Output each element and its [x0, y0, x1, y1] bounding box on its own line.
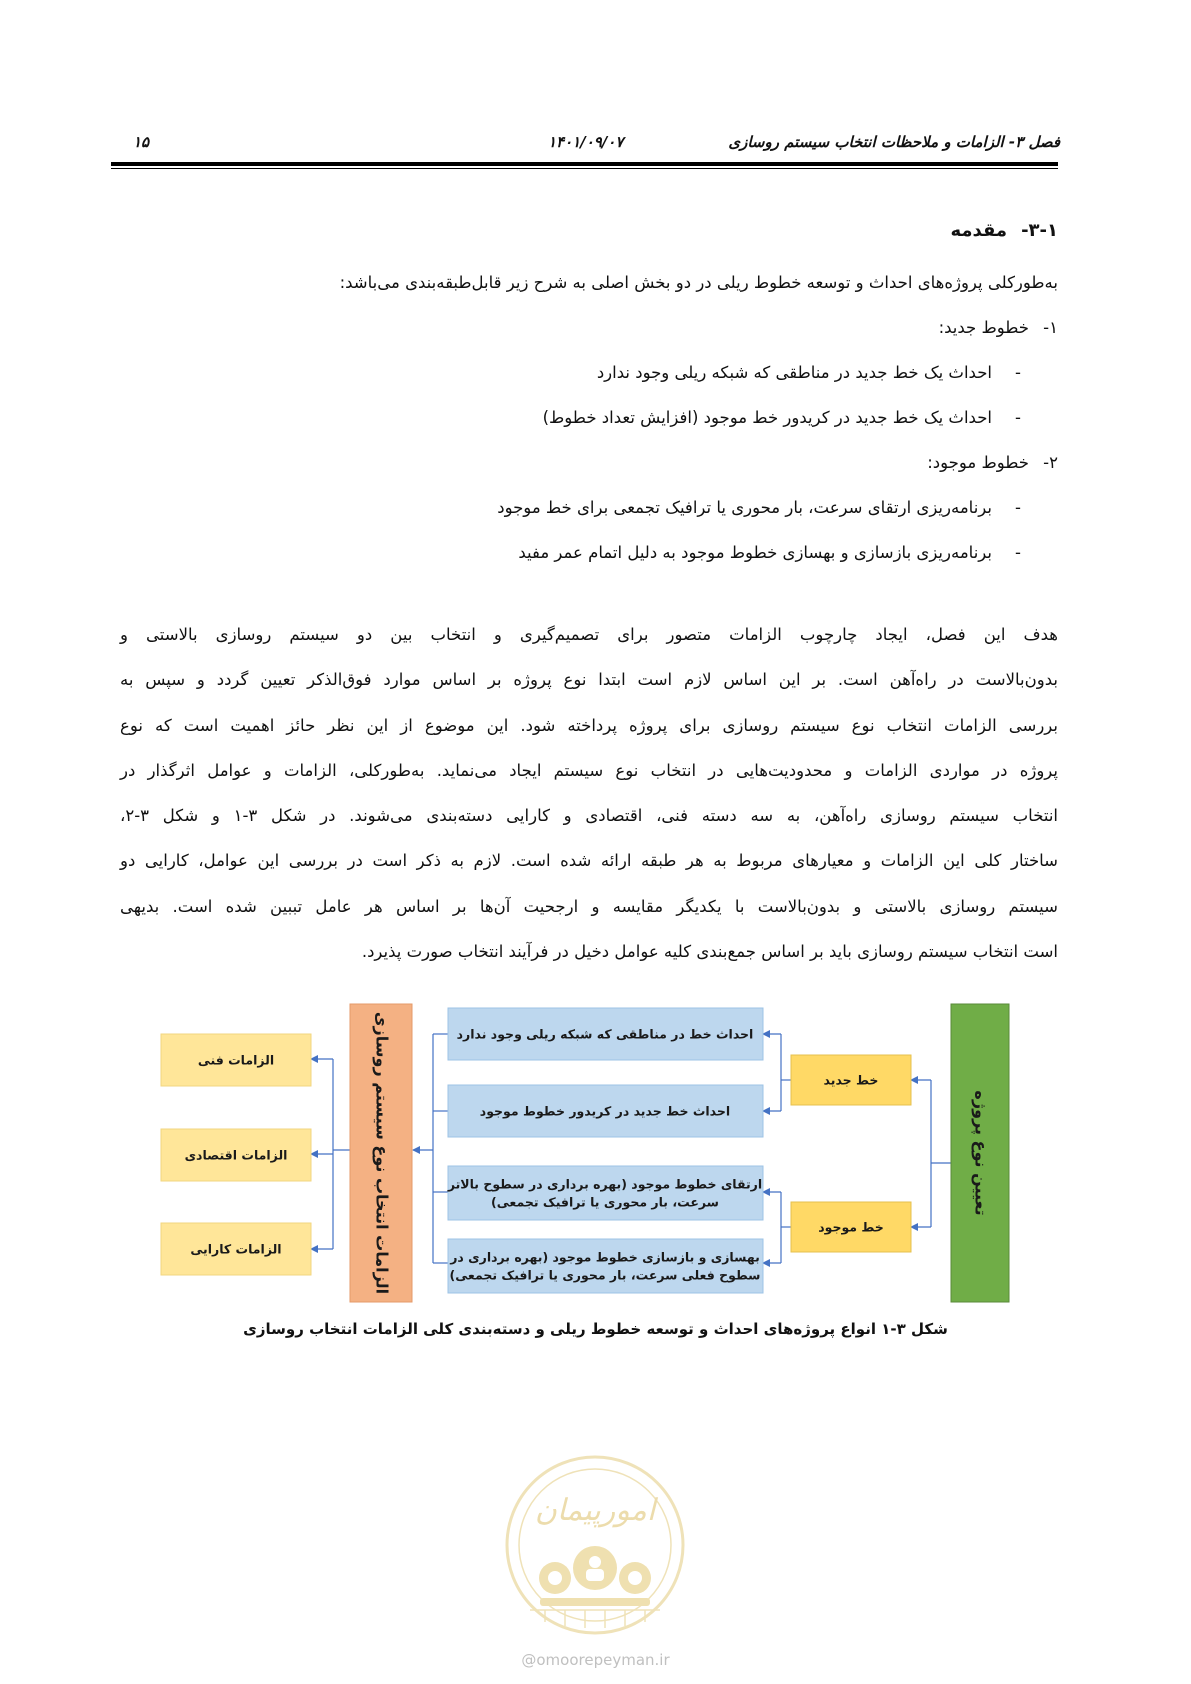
paragraph-line: هدف این فصل، ایجاد چارچوب الزامات متصور برای تصمیم‌گیری و انتخاب بین دو سیستم روسازی بالاستی و: [120, 625, 1058, 644]
intro-text: به‌طورکلی پروژه‌های احداث و توسعه خطوط ریلی در دو بخش اصلی به شرح زیر قابل‌طبقه‌بندی می‌باشد:: [339, 273, 1058, 292]
list-label-new-lines: خطوط جدید:: [938, 318, 1029, 337]
project-label-line: ارتقای خطوط موجود (بهره برداری در سطوح بالاتر: [447, 1176, 763, 1192]
paragraph-line: پروژه در مواردی الزامات و محدودیت‌هایی در انتخاب نوع سیستم ایجاد می‌نماید. به‌طورکلی، الزامات و عوامل اثرگذار در: [120, 760, 1058, 780]
project-label-line: بهسازی و بازسازی خطوط موجود (بهره برداری در: [450, 1249, 760, 1265]
selection-requirements-label: الزامات انتخاب نوع سیستم روسازی: [372, 1011, 392, 1295]
bullet-marker: -: [1015, 408, 1021, 427]
performance-requirements-label: الزامات کارایی: [190, 1241, 282, 1257]
list-marker-1: ۱-: [1043, 318, 1058, 337]
paragraph-line: انتخاب سیستم روسازی راه‌آهن، به سه دسته فنی، اقتصادی و کارایی دسته‌بندی می‌شوند. در شکل ۳-۱ و شکل ۳-۲،: [120, 806, 1058, 826]
chapter-title: فصل ۳- الزامات و ملاحظات انتخاب سیستم روسازی: [728, 133, 1060, 151]
paragraph-line: بدون‌بالاست در راه‌آهن است. بر این اساس لازم است ابتدا نوع پروژه بر اساس موارد فوق‌الذکر تعیین گردد و سپس به: [120, 670, 1058, 690]
economic-requirements-label: الزامات اقتصادی: [184, 1147, 288, 1163]
project-box: [448, 1239, 763, 1293]
section-number: ۳-۱-: [1021, 220, 1058, 241]
watermark-logo-text: امورپیمان: [534, 1493, 656, 1528]
paragraph-line: بررسی الزامات انتخاب نوع سیستم روسازی برای پروژه پرداخته شود. این موضوع از این نظر حائز اهمیت است که نوع: [120, 715, 1058, 735]
project-label: احداث خط جدید در کریدور خطوط موجود: [479, 1103, 731, 1119]
section-title: مقدمه: [950, 220, 1008, 241]
project-label-line: سطوح فعلی سرعت، بار محوری یا ترافیک تجمعی): [449, 1267, 761, 1283]
bullet-marker: -: [1015, 498, 1021, 517]
bullet-item: برنامه‌ریزی ارتقای سرعت، بار محوری یا ترافیک تجمعی برای خط موجود: [497, 498, 992, 517]
bullet-marker: -: [1015, 363, 1021, 382]
paragraph-line: سیستم روسازی بالاستی و بدون‌بالاست با یکدیگر مقایسه و ارجحیت آن‌ها بر اساس هر عامل تببین شده است. بدیهی: [120, 896, 1058, 916]
header-date: ۱۴۰۱/۰۹/۰۷: [548, 133, 624, 151]
watermark-site: @omoorepeyman.ir: [521, 1651, 670, 1669]
new-line-label: خط جدید: [823, 1072, 879, 1088]
paragraph-line: است انتخاب سیستم روسازی باید بر اساس جمع‌بندی کلیه عوامل دخیل در فرآیند انتخاب صورت پذیرد.: [361, 942, 1058, 962]
bullet-item: احداث یک خط جدید در مناطقی که شبکه ریلی وجود ندارد: [596, 363, 992, 382]
bullet-item: احداث یک خط جدید در کریدور خط موجود (افزایش تعداد خطوط): [542, 408, 992, 427]
paragraph-line: ساختار کلی این الزامات و معیارهای مربوط به هر طبقه ارائه شده است. لازم به ذکر است در بررسی این عوامل، کارایی دو: [120, 851, 1058, 871]
bullet-marker: -: [1015, 543, 1021, 562]
figure-caption: شکل ۳-۱ انواع پروژه‌های احداث و توسعه خطوط ریلی و دسته‌بندی کلی الزامات انتخاب روسازی: [243, 1320, 948, 1338]
list-marker-2: ۲-: [1043, 453, 1058, 472]
watermark-logo-icon: [500, 1450, 690, 1640]
project-type-label: تعیین نوع پروژه: [971, 1090, 991, 1216]
project-box: [448, 1166, 763, 1220]
project-label: احداث خط در مناطقی که شبکه ریلی وجود ندارد: [456, 1026, 754, 1042]
project-label-line: سرعت، بار محوری یا ترافیک تجمعی): [491, 1194, 719, 1210]
technical-requirements-label: الزامات فنی: [197, 1052, 275, 1068]
bullet-item: برنامه‌ریزی بازسازی و بهسازی خطوط موجود به دلیل اتمام عمر مفید: [518, 543, 992, 562]
list-label-existing-lines: خطوط موجود:: [927, 453, 1029, 472]
existing-line-label: خط موجود: [818, 1219, 884, 1235]
page-number: ۱۵: [133, 133, 150, 151]
